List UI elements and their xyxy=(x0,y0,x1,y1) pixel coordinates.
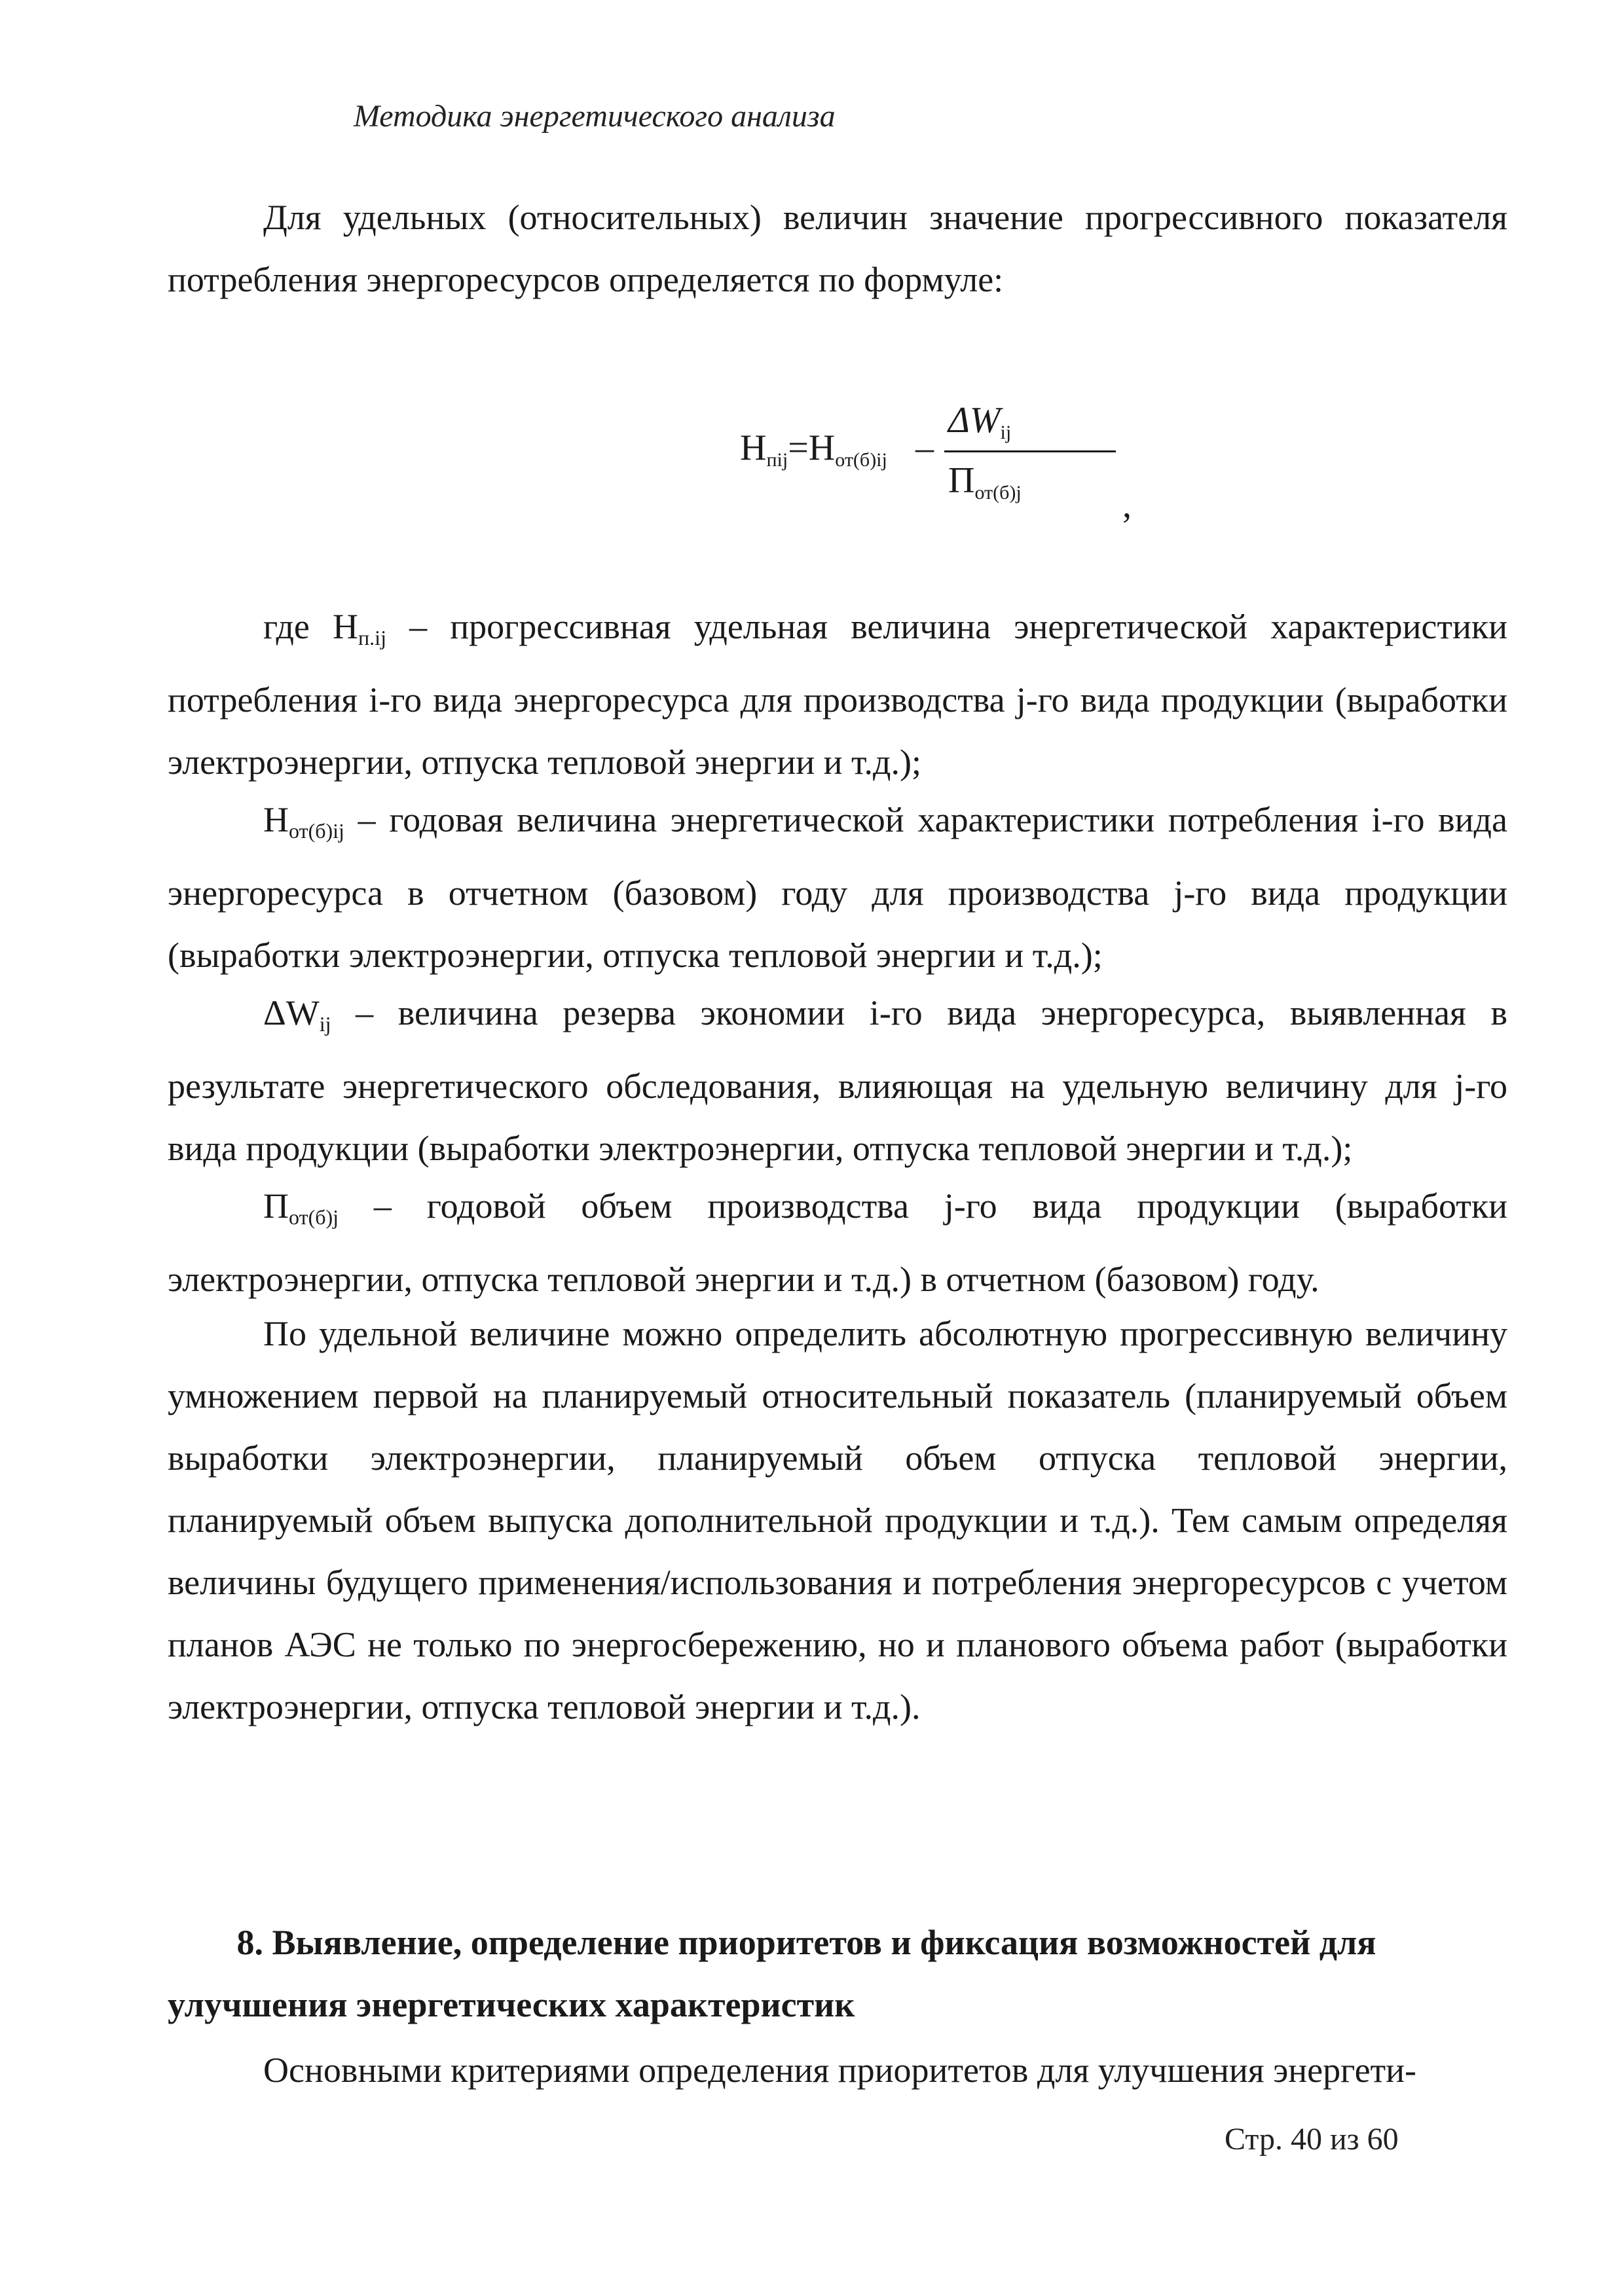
running-header: Методика энергетического анализа xyxy=(354,99,836,134)
formula-lhs: $H_{пij}=H_{от(б)ij}$ xyxy=(740,428,887,471)
formula-comma: , xyxy=(1122,485,1132,526)
fraction-bar xyxy=(944,450,1116,452)
page-number: Стр. 40 из 60 xyxy=(1225,2122,1399,2157)
formula-minus: – xyxy=(915,428,934,468)
last-paragraph: Основными критериями определения приоритетов для улучшения энергети- xyxy=(263,2050,1417,2090)
definition-hp: где Hп.ij – прогрессивная удельная величина энергетической характеристики потребления i-го вида энергоресурса для производства j-го вида продукции (выработки электроэнергии, отпуска тепловой энергии и т.д.); xyxy=(168,607,1507,782)
formula-denominator: $П_{от(б)j}$ xyxy=(948,460,1022,503)
definition-dw: ΔWij – величина резерва экономии i-го вида энергоресурса, выявленная в результате энергетического обследования, влияющая на удельную величину для j-го вида продукции (выработки электроэнергии, отпуска тепловой энергии и т.д.); xyxy=(168,993,1507,1168)
formula-numerator: $\Delta W_{ij}$ xyxy=(948,400,1012,443)
formula xyxy=(740,399,1133,563)
definition-hot: Hот(б)ij – годовая величина энергетической характеристики потребления i-го вида энергоресурса в отчетном (базовом) году для производства j-го вида продукции (выработки электроэнергии, отпуска тепловой энергии и т.д.); xyxy=(168,800,1507,975)
section-heading: 8. Выявление, определение приоритетов и фиксация возможностей для улучшения энергетических характеристик xyxy=(168,1923,1376,2024)
intro-paragraph: Для удельных (относительных) величин значение прогрессивного показателя потребления энергоресурсов определяется по формуле: xyxy=(168,198,1507,299)
body-paragraph: По удельной величине можно определить абсолютную прогрессивную величину умножением первой на планируемый относительный показатель (планируемый объем выработки электроэнергии, планируемый объем отпуска тепловой энергии, планируемый объем выпуска дополнительной продукции и т.д.). Тем самым определяя величины будущего применения/использования и потребления энергоресурсов с учетом планов АЭС не только по энергосбережению, но и планового объема работ (выработки электроэнергии, отпуска тепловой энергии и т.д.). xyxy=(168,1314,1507,1726)
definition-p: Пот(б)j – годовой объем производства j-го вида продукции (выработки электроэнергии, отпуска тепловой энергии и т.д.) в отчетном (базовом) году. xyxy=(168,1186,1507,1299)
